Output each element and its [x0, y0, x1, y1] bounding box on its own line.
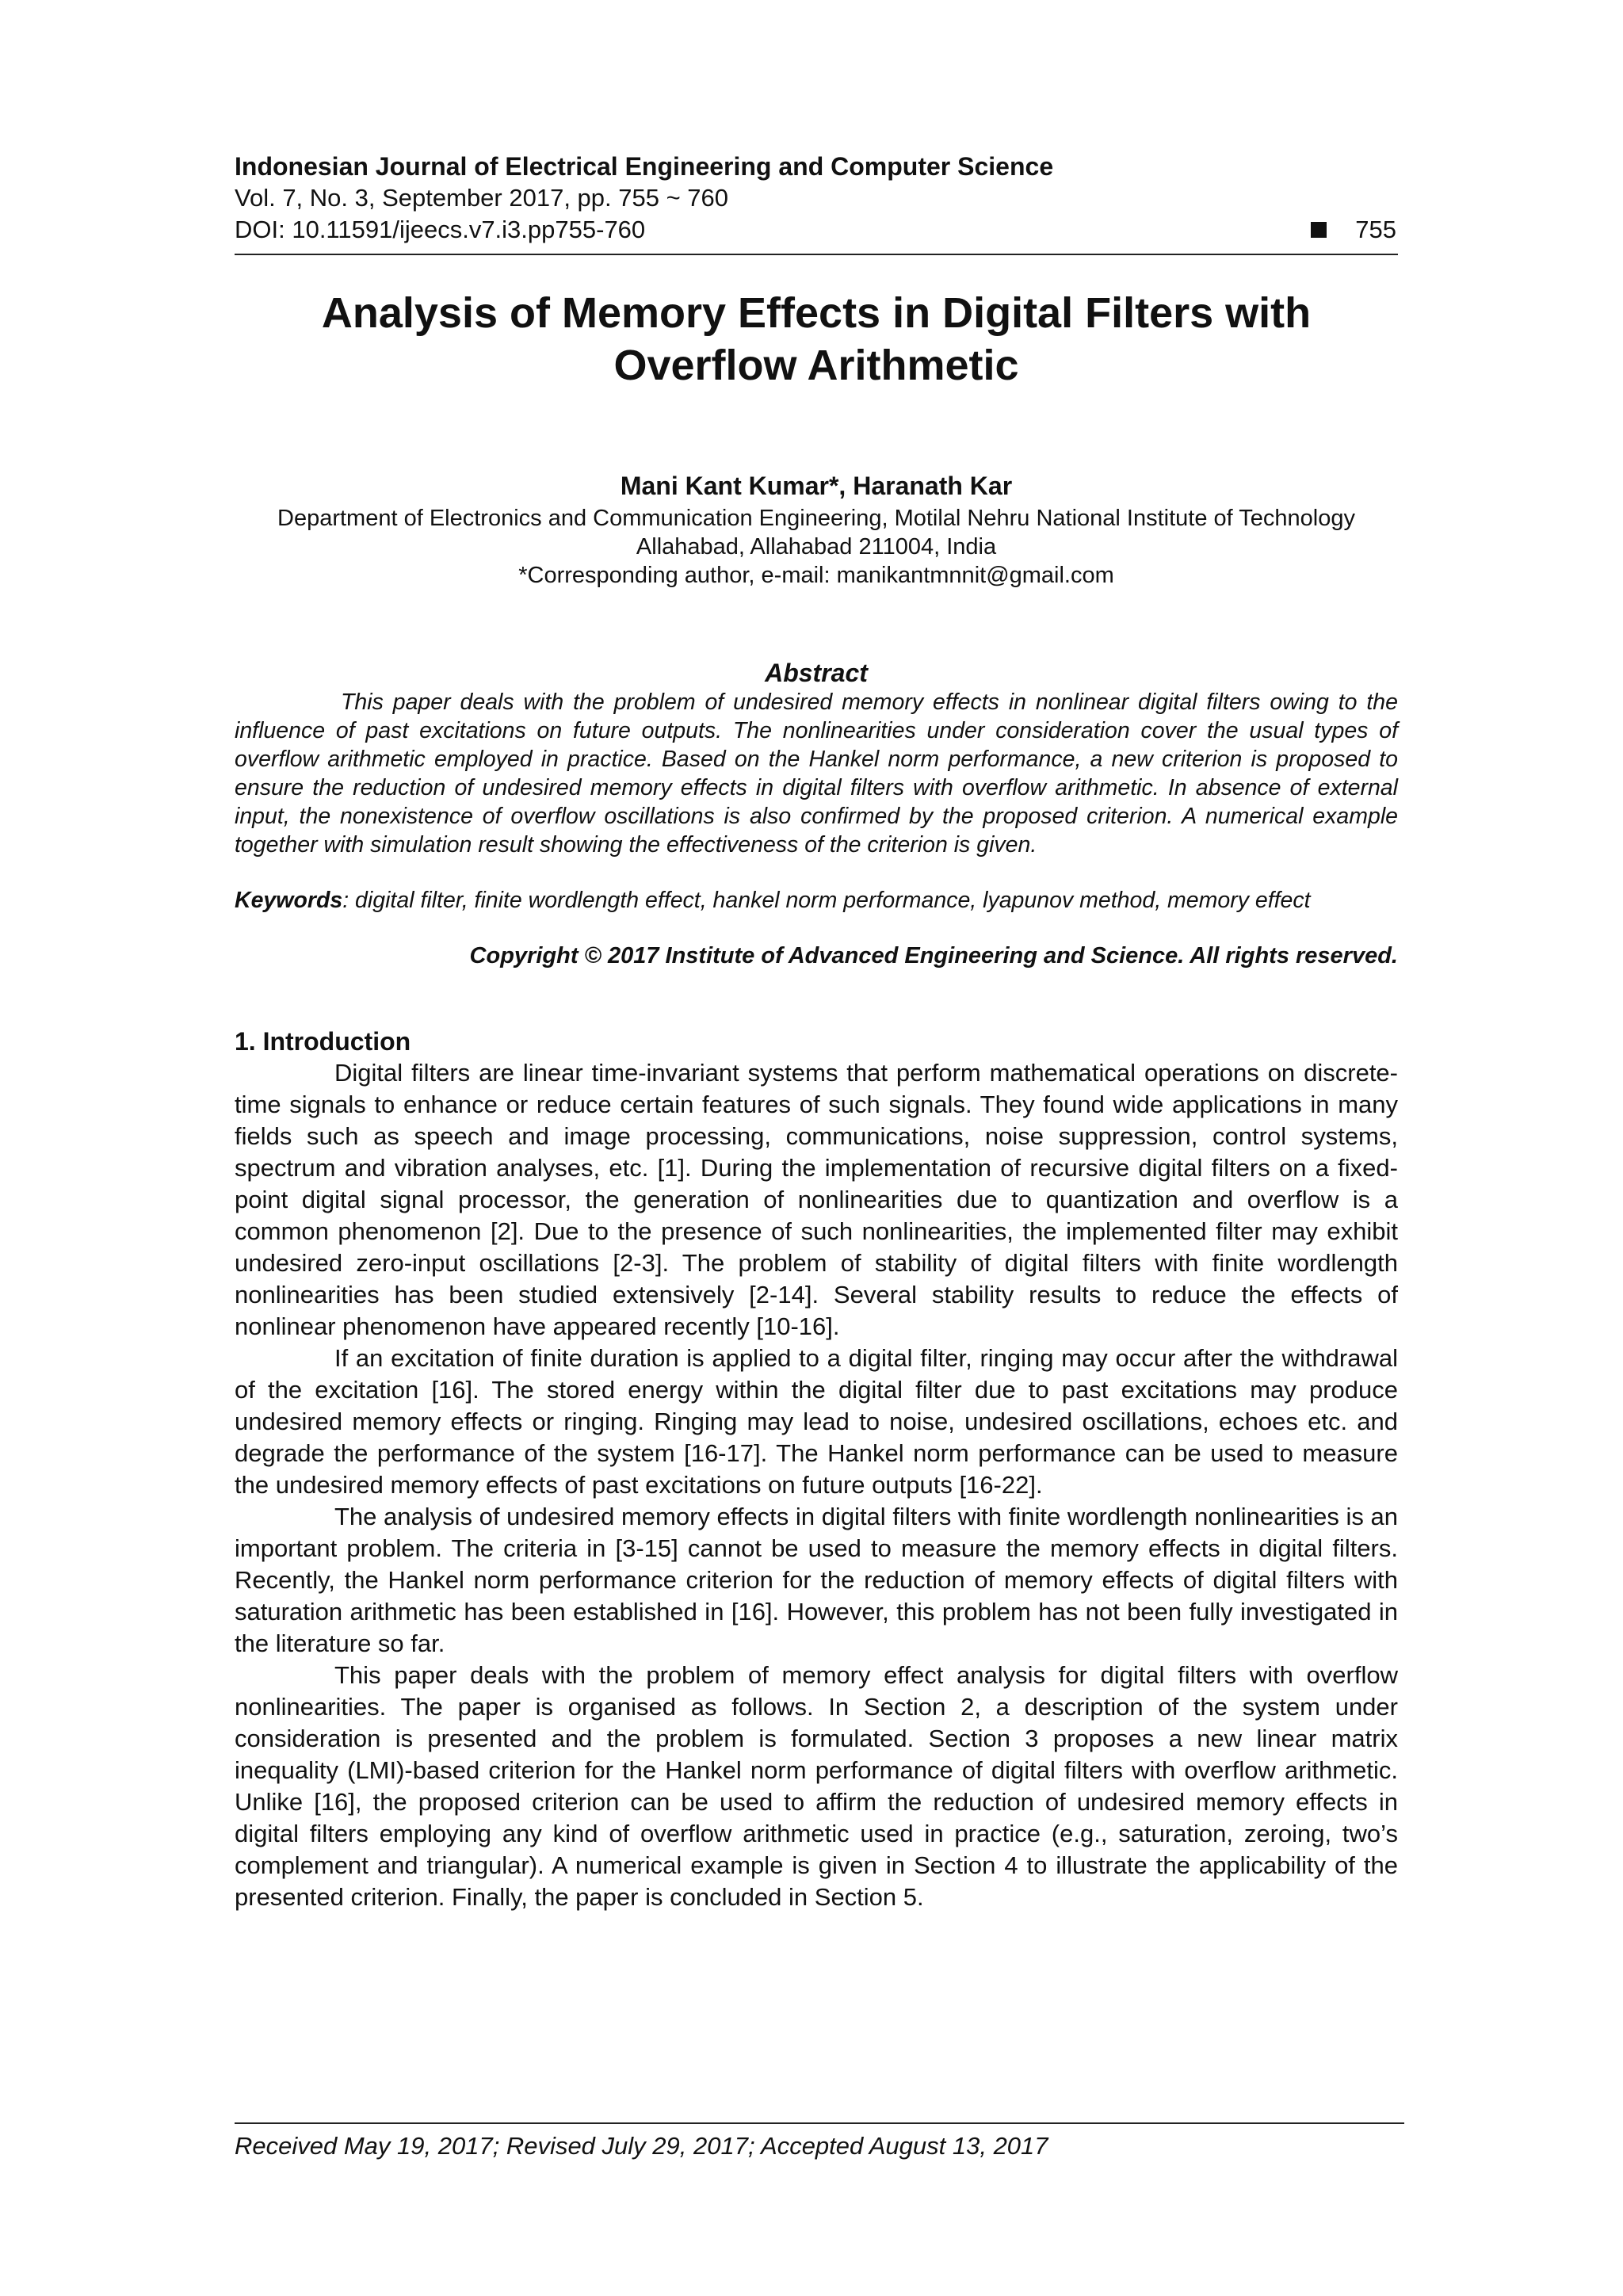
- header-divider: [235, 254, 1398, 255]
- affiliation-line1: Department of Electronics and Communication Engineering, Motilal Nehru National Institute of Technology: [277, 506, 1355, 531]
- keywords: [235, 886, 1398, 915]
- paper-title: [235, 287, 1398, 392]
- intro-paragraph: Digital filters are linear time-invariant systems that perform mathematical operations on discrete-time signals to enhance or reduce certain features of such signals. They found wide applications in many fields such as speech and image processing, communications, noise suppression, control systems, spectrum and vibration analyses, etc. [1]. During the implementation of recursive digital filters on a fixed-point digital signal processor, the generation of nonlinearities due to quantization and overflow is a common phenomenon [2]. Due to the presence of such nonlinearities, the implemented filter may exhibit undesired zero-input oscillations [2-3]. The problem of stability of digital filters with finite wordlength nonlinearities has been studied extensively [2-14]. Several stability results to reduce the effects of nonlinear phenomenon have appeared recently [10-16].: [235, 1059, 1398, 1340]
- intro-paragraph: If an excitation of finite duration is applied to a digital filter, ringing may occur after the withdrawal of the excitation [16]. The stored energy within the digital filter due to past excitations may produce undesired memory effects or ringing. Ringing may lead to noise, undesired oscillations, echoes etc. and degrade the performance of the system [16-17]. The Hankel norm performance can be used to measure the undesired memory effects of past excitations on future outputs [16-22].: [235, 1344, 1398, 1499]
- affiliation-line2: Allahabad, Allahabad 211004, India: [636, 534, 997, 560]
- page-number-block: [1311, 214, 1398, 246]
- intro-paragraph: This paper deals with the problem of memory effect analysis for digital filters with overflow nonlinearities. The paper is organised as follows. In Section 2, a description of the system under consideration is presented and the problem is formulated. Section 3 proposes a new linear matrix inequality (LMI)-based criterion for the Hankel norm performance of digital filters with overflow arithmetic. Unlike [16], the proposed criterion can be used to affirm the reduction of undesired memory effects in digital filters employing any kind of overflow arithmetic used in practice (e.g., saturation, zeroing, two’s complement and triangular). A numerical example is given in Section 4 to illustrate the applicability of the presented criterion. Finally, the paper is concluded in Section 5.: [235, 1661, 1398, 1911]
- abstract-text: This paper deals with the problem of undesired memory effects in nonlinear digital filters owing to the influence of past excitations on future outputs. The nonlinearities under consideration cover the usual types of overflow arithmetic employed in practice. Based on the Hankel norm performance, a new criterion is proposed to ensure the reduction of undesired memory effects in digital filters with overflow arithmetic. In absence of external input, the nonexistence of overflow oscillations is also confirmed by the proposed criterion. A numerical example together with simulation result showing the effectiveness of the criterion is given.: [235, 690, 1398, 858]
- keywords-text: : digital filter, finite wordlength effect, hankel norm performance, lyapunov method, memory effect: [342, 888, 1311, 913]
- received-dates: Received May 19, 2017; Revised July 29, 2017; Accepted August 13, 2017: [235, 2132, 1048, 2160]
- paper-page: [235, 151, 1398, 1913]
- abstract-heading: Abstract: [765, 659, 868, 687]
- doi-row: [235, 214, 1398, 246]
- paper-title-line1: Analysis of Memory Effects in Digital Filters with: [321, 289, 1312, 337]
- paper-title-line2: Overflow Arithmetic: [613, 342, 1019, 389]
- corresponding-author: *Corresponding author, e-mail: manikantmnnit@gmail.com: [518, 563, 1114, 588]
- journal-volume: Vol. 7, No. 3, September 2017, pp. 755 ~ 760: [235, 184, 729, 212]
- journal-doi: DOI: 10.11591/ijeecs.v7.i3.pp755-760: [235, 216, 646, 243]
- affiliation: [235, 504, 1398, 590]
- paper-authors: Mani Kant Kumar*, Haranath Kar: [620, 472, 1013, 500]
- footer-divider: [235, 2122, 1404, 2124]
- page-number: 755: [1355, 216, 1396, 243]
- journal-name: Indonesian Journal of Electrical Engineering and Computer Science: [235, 152, 1054, 181]
- intro-paragraph: The analysis of undesired memory effects in digital filters with finite wordlength nonlinearities is an important problem. The criteria in [3-15] cannot be used to measure the memory effects in digital filters. Recently, the Hankel norm performance criterion for the reduction of memory effects of digital filters with saturation arithmetic has been established in [16]. However, this problem has not been fully investigated in the literature so far.: [235, 1503, 1398, 1657]
- keywords-label: Keywords: [235, 888, 343, 913]
- square-bullet-icon: [1311, 222, 1327, 238]
- copyright-notice: Copyright © 2017 Institute of Advanced Engineering and Science. All rights reserved.: [469, 943, 1398, 968]
- section-heading-introduction: 1. Introduction: [235, 1027, 411, 1056]
- journal-header: [235, 151, 1398, 255]
